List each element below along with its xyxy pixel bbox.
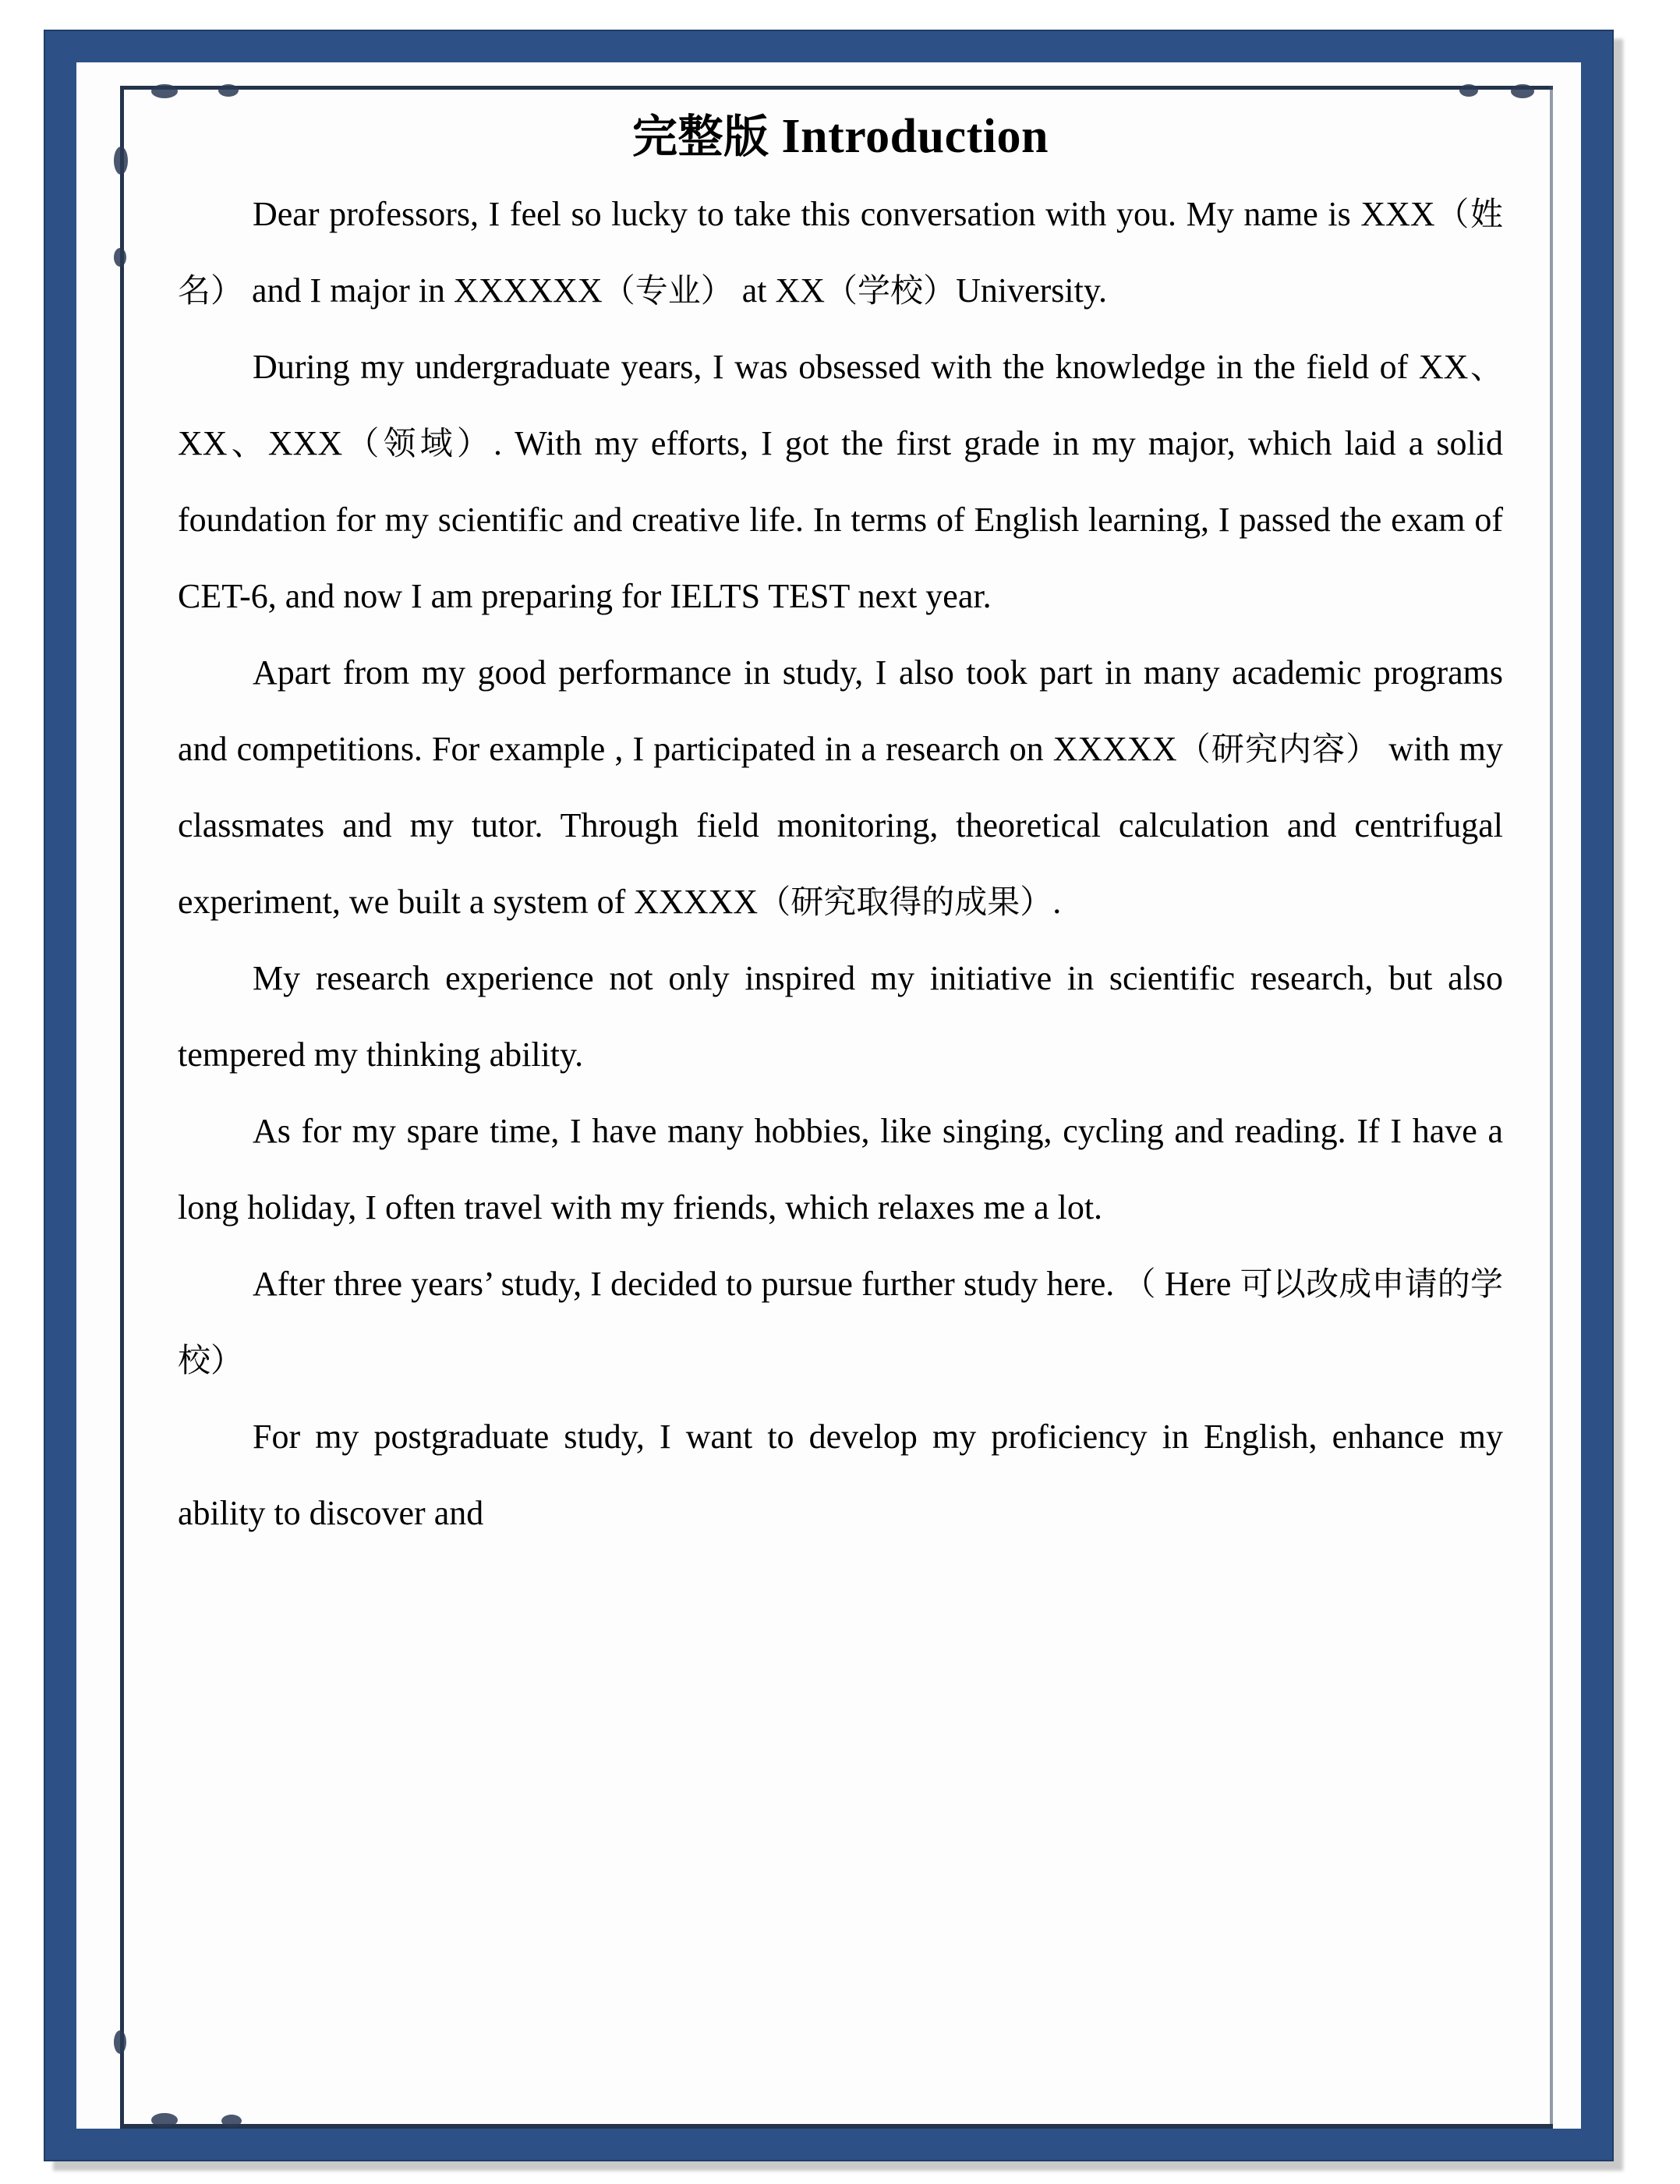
p6-further-study (178, 1246, 1503, 1399)
cjk-annotation: （领域） (342, 424, 494, 462)
corner-ornament-icon (218, 84, 239, 97)
inner-border-left (120, 86, 124, 2129)
p5-hobbies (178, 1093, 1503, 1246)
cjk-annotation: （研究内容） (1176, 730, 1380, 768)
p7-postgraduate (178, 1399, 1503, 1552)
p4-research-value (178, 940, 1503, 1093)
inner-border-right (1550, 86, 1553, 2129)
document-body (178, 100, 1503, 2129)
corner-ornament-icon (1511, 84, 1534, 98)
body-text-run: Dear professors, I feel so lucky to take this conversation with you. My name is XXX (253, 195, 1435, 233)
corner-ornament-icon (114, 2030, 126, 2054)
page-title (178, 100, 1503, 165)
cjk-annotation: （ (1123, 1265, 1156, 1303)
body-text-run: Apart from my good performance in study, I also took part in many academic programs and competitions. For example , I participated in a research on XXXXX (178, 653, 1503, 768)
paragraph-list (178, 176, 1503, 1552)
cjk-annotation: （姓名） (178, 195, 1503, 310)
body-text-run: XX (178, 424, 228, 462)
body-text-run: For my postgraduate study, I want to develop my proficiency in English, enhance my ability to discover and (178, 1418, 1503, 1532)
p2-undergraduate (178, 329, 1503, 635)
p1-greeting (178, 176, 1503, 329)
inner-border-top (120, 86, 1553, 90)
corner-ornament-icon (1459, 84, 1478, 97)
corner-ornament-icon (151, 84, 178, 98)
body-text-run: with my classmates and my tutor. Through field monitoring, theoretical calculation and centrifugal experiment, we built a system of XXXXX (178, 730, 1503, 921)
page-title-latin: Introduction (781, 110, 1049, 163)
body-text-run: Here (1155, 1265, 1240, 1303)
cjk-annotation: 、 (1468, 348, 1503, 386)
cjk-annotation: （专业） (602, 271, 734, 310)
body-text-run: My research experience not only inspired my initiative in scientific research, but also tempered my thinking ability. (178, 959, 1503, 1074)
cjk-annotation: （研究取得的成果） (758, 883, 1053, 921)
p3-research (178, 635, 1503, 940)
page-title-cjk: 完整版 (631, 110, 769, 163)
cjk-annotation: 可以改成申请的学校） (178, 1265, 1503, 1379)
cjk-annotation: 、 (227, 424, 268, 462)
cjk-annotation: （学校） (825, 271, 957, 310)
body-text-run: University. (956, 271, 1107, 310)
body-text-run: After three years’ study, I decided to pursue further study here. (253, 1265, 1123, 1303)
body-text-run: As for my spare time, I have many hobbies, like singing, cycling and reading. If I have a long holiday, I often travel with my friends, which relaxes me a lot. (178, 1112, 1503, 1227)
body-text-run: and I major in XXXXXX (243, 271, 603, 310)
body-text-run: During my undergraduate years, I was obsessed with the knowledge in the field of XX (253, 348, 1469, 386)
body-text-run: . With my efforts, I got the first grade in my major, which laid a solid foundation for my scientific and creative life. In terms of English learning, I passed the exam of CET-6, and now I am preparing for IELTS TEST next year. (178, 424, 1503, 615)
corner-ornament-icon (151, 2113, 178, 2127)
body-text-run: . (1052, 883, 1062, 921)
body-text-run: at XX (733, 271, 826, 310)
body-text-run: XXX (267, 424, 343, 462)
blue-border-frame (44, 30, 1614, 2161)
paper-surface (76, 62, 1581, 2129)
corner-ornament-icon (114, 248, 126, 267)
corner-ornament-icon (114, 147, 128, 175)
